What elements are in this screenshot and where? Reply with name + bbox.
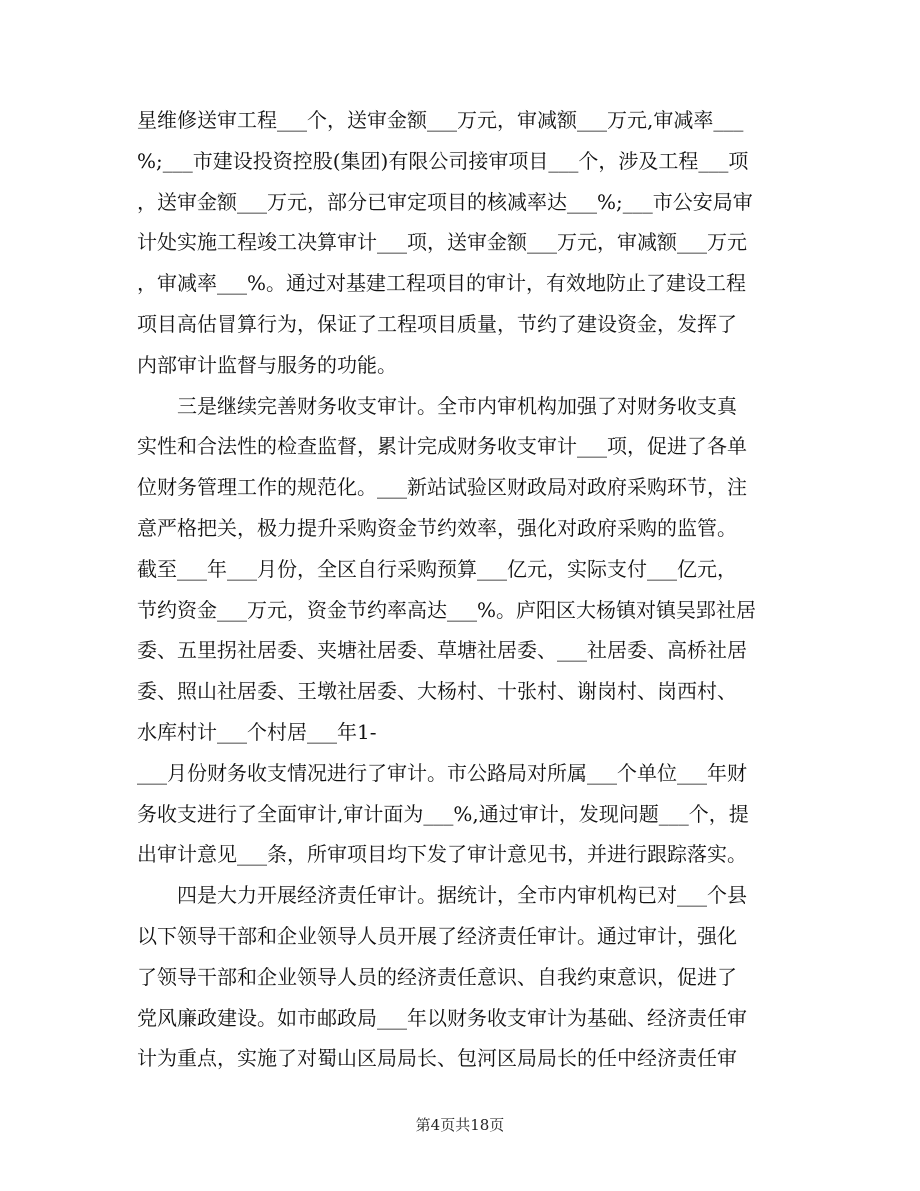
- text-line: 计为重点，实施了对蜀山区局局长、包河区局局长的任中经济责任审: [137, 1046, 737, 1071]
- paragraph-start-line: 三是继续完善财务收支审计。全市内审机构加强了对财务收支真: [137, 393, 737, 418]
- text-line: 项目高估冒算行为，保证了工程项目质量，节约了建设资金，发挥了: [137, 311, 737, 336]
- text-line: 了领导干部和企业领导人员的经济责任意识、自我约束意识，促进了: [137, 964, 737, 989]
- text-line: %;___市建设投资控股(集团)有限公司接审项目___个，涉及工程___项: [137, 148, 749, 173]
- text-line: 截至___年___月份，全区自行采购预算___亿元，实际支付___亿元，: [137, 556, 737, 581]
- body-text: [137, 100, 787, 1079]
- text-line: ___月份财务收支情况进行了审计。市公路局对所属___个单位___年财: [137, 760, 747, 785]
- text-line: 位财务管理工作的规范化。___新站试验区财政局对政府采购环节，注: [137, 475, 747, 500]
- text-line: 计处实施工程竣工决算审计___项，送审金额___万元，审减额___万元: [137, 230, 747, 255]
- text-line: 党风廉政建设。如市邮政局___年以财务收支审计为基础、经济责任审: [137, 1005, 747, 1030]
- text-line: 内部审计监督与服务的功能。: [137, 352, 397, 377]
- text-line: ，审减率___%。通过对基建工程项目的审计，有效地防止了建设工程: [137, 271, 747, 296]
- text-line: 意严格把关，极力提升采购资金节约效率，强化对政府采购的监管。: [137, 515, 737, 540]
- page-number-footer: 第4页共18页: [415, 1116, 505, 1134]
- text-line: 出审计意见___条，所审项目均下发了审计意见书，并进行跟踪落实。: [137, 842, 747, 867]
- text-line: 以下领导干部和企业领导人员开展了经济责任审计。通过审计，强化: [137, 923, 737, 948]
- text-line: 实性和合法性的检查监督，累计完成财务收支审计___项，促进了各单: [137, 434, 747, 459]
- text-line: 务收支进行了全面审计,审计面为___%,通过审计，发现问题___个，提: [137, 801, 749, 826]
- text-line: ，送审金额___万元，部分已审定项目的核减率达___%;___市公安局审: [137, 189, 753, 214]
- text-line: 委、五里拐社居委、夹塘社居委、草塘社居委、___社居委、高桥社居: [137, 638, 747, 663]
- text-line: 节约资金___万元，资金节约率高达___%。庐阳区大杨镇对镇吴郢社居: [137, 597, 757, 622]
- text-line: 委、照山社居委、王墩社居委、大杨村、十张村、谢岗村、岗西村、: [137, 679, 737, 704]
- text-line: 星维修送审工程___个，送审金额___万元，审减额___万元,审减率___: [137, 108, 744, 132]
- paragraph-start-line: 四是大力开展经济责任审计。据统计，全市内审机构已对___个县: [137, 883, 747, 908]
- text-line: 水库村计___个村居___年1-: [137, 719, 377, 744]
